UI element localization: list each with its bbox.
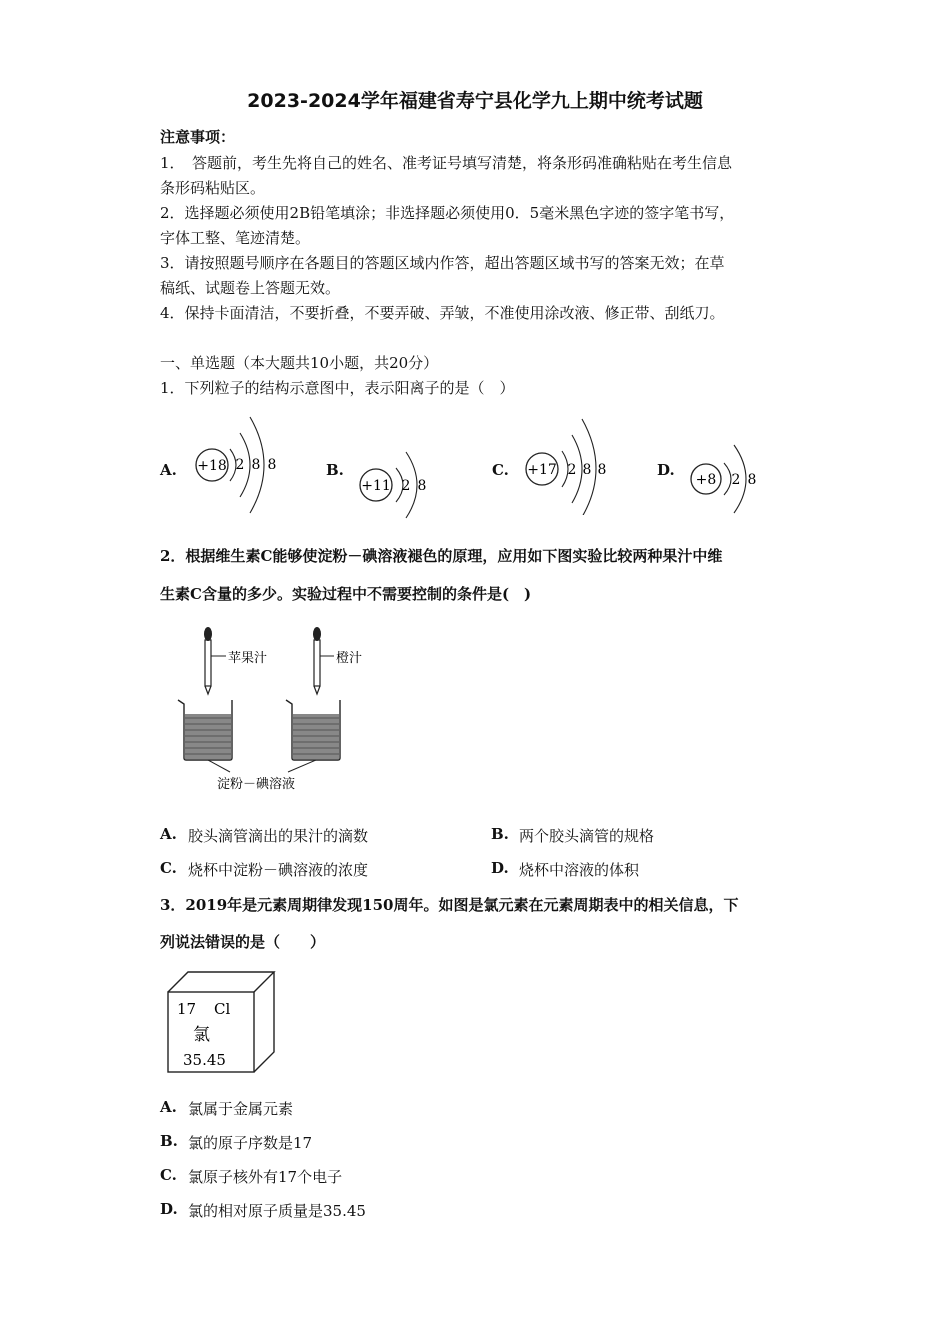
q1-option-d-diagram: [686, 435, 766, 520]
shell-electrons: 8: [747, 472, 757, 488]
element-mass: 35.45: [183, 1051, 226, 1069]
element-name: 氯: [193, 1025, 210, 1045]
label-starch-iodine: 淀粉－碘溶液: [217, 777, 296, 792]
shell-electrons: 2: [567, 462, 577, 478]
q3-option-d: 氯的相对原子质量是35.45: [188, 1202, 366, 1220]
label-apple-juice: 苹果汁: [228, 651, 268, 666]
q2-option-b-letter: B.: [491, 825, 509, 843]
question-2-stem: 2．根据维生素C能够使淀粉－碘溶液褪色的原理，应用如下图实验比较两种果汁中维: [160, 547, 723, 565]
q2-option-d: 烧杯中溶液的体积: [519, 861, 640, 879]
notice-heading: 注意事项：: [160, 128, 236, 146]
notice-line: 条形码粘贴区。: [160, 179, 266, 197]
shell-electrons: 2: [731, 472, 741, 488]
shell-electrons: 8: [251, 457, 261, 473]
q3-option-b-letter: B.: [160, 1132, 178, 1150]
q2-experiment-figure: [170, 622, 390, 797]
nucleus-charge: +11: [361, 478, 391, 494]
q1-option-b-letter: B.: [326, 461, 344, 479]
nucleus-charge: +8: [695, 472, 717, 488]
element-number: 17: [177, 1000, 197, 1018]
q3-option-c: 氯原子核外有17个电子: [188, 1168, 343, 1186]
shell-electrons: 2: [401, 478, 411, 494]
q1-option-a-diagram: [190, 405, 300, 515]
q2-option-a-letter: A.: [160, 825, 177, 843]
shell-electrons: 8: [417, 478, 427, 494]
notice-line: 4．保持卡面清洁，不要折叠，不要弄破、弄皱，不准使用涂改液、修正带、刮纸刀。: [160, 304, 725, 322]
notice-line: 字体工整、笔迹清楚。: [160, 229, 311, 247]
q2-option-c-letter: C.: [160, 859, 177, 877]
q2-option-a: 胶头滴管滴出的果汁的滴数: [188, 827, 369, 845]
section-heading: 一、单选题（本大题共10小题，共20分）: [160, 354, 439, 372]
shell-electrons: 8: [582, 462, 592, 478]
question-1-stem: 1．下列粒子的结构示意图中，表示阳离子的是（ ）: [160, 379, 515, 397]
chlorine-element-cell: [166, 970, 281, 1075]
exam-title: 2023-2024学年福建省寿宁县化学九上期中统考试题: [247, 90, 703, 112]
notice-line: 3．请按照题号顺序在各题目的答题区域内作答，超出答题区域书写的答案无效；在草: [160, 254, 725, 272]
q2-option-b: 两个胶头滴管的规格: [519, 827, 655, 845]
q3-option-d-letter: D.: [160, 1200, 178, 1218]
q1-option-a-letter: A.: [160, 461, 177, 479]
question-3-stem: 列说法错误的是（ ）: [160, 933, 326, 951]
nucleus-charge: +18: [197, 458, 227, 474]
shell-electrons: 2: [235, 457, 245, 473]
question-3-stem: 3．2019年是元素周期律发现150周年。如图是氯元素在元素周期表中的相关信息，下: [160, 896, 739, 914]
q1-option-c-letter: C.: [492, 461, 509, 479]
q2-option-d-letter: D.: [491, 859, 509, 877]
q1-option-d-letter: D.: [657, 461, 675, 479]
q1-option-c-diagram: [520, 405, 630, 515]
q1-option-b-diagram: [354, 440, 434, 525]
q2-option-c: 烧杯中淀粉－碘溶液的浓度: [188, 861, 369, 879]
q3-option-a-letter: A.: [160, 1098, 177, 1116]
question-2-stem: 生素C含量的多少。实验过程中不需要控制的条件是( ): [160, 585, 532, 603]
shell-electrons: 8: [597, 462, 607, 478]
label-orange-juice: 橙汁: [336, 651, 363, 666]
q3-option-a: 氯属于金属元素: [188, 1100, 294, 1118]
shell-electrons: 8: [267, 457, 277, 473]
nucleus-charge: +17: [527, 462, 557, 478]
q3-option-c-letter: C.: [160, 1166, 177, 1184]
notice-line: 稿纸、试题卷上答题无效。: [160, 279, 341, 297]
notice-line: 1． 答题前，考生先将自己的姓名、准考证号填写清楚，将条形码准确粘贴在考生信息: [160, 154, 733, 172]
element-symbol: Cl: [214, 1000, 231, 1018]
notice-line: 2．选择题必须使用2B铅笔填涂；非选择题必须使用0．5毫米黑色字迹的签字笔书写，: [160, 204, 735, 222]
q3-option-b: 氯的原子序数是17: [188, 1134, 313, 1152]
